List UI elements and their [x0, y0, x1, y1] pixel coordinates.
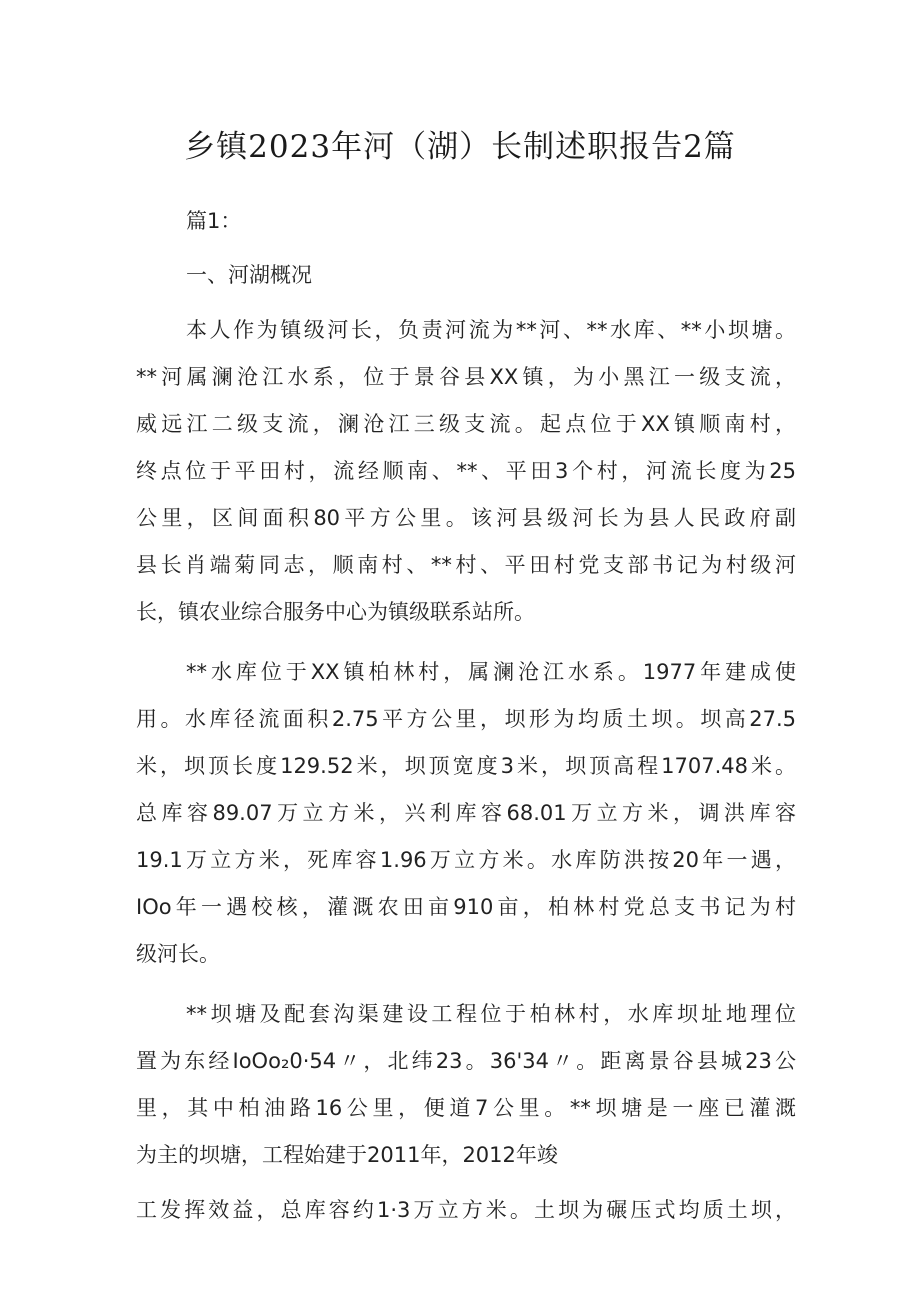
paragraph-line: 终点位于平田村，流经顺南、**、平田3个村，河流长度为25	[136, 459, 796, 483]
paragraph-line: 县长肖端菊同志，顺南村、**村、平田村党支部书记为村级河	[136, 553, 796, 577]
paragraph-line: **坝塘及配套沟渠建设工程位于柏林村，水库坝址地理位	[186, 1002, 796, 1026]
paragraph-line: 米，坝顶长度129.52米，坝顶宽度3米，坝顶高程1707.48米。	[136, 754, 796, 778]
paragraph-line: 工发挥效益，总库容约1·3万立方米。土坝为碾压式均质土坝，	[136, 1198, 796, 1222]
paragraph-line: 级河长。	[136, 942, 220, 966]
paragraph-line: 威远江二级支流，澜沧江三级支流。起点位于XX镇顺南村，	[136, 412, 796, 436]
paragraph-line: 本人作为镇级河长，负责河流为**河、**水库、**小坝塘。	[186, 318, 796, 342]
paragraph-line: IOo年一遇校核，灌溉农田亩910亩，柏林村党总支书记为村	[136, 895, 796, 919]
paragraph-line: 为主的坝塘，工程始建于2011年，2012年竣	[136, 1143, 558, 1167]
paragraph-line: 置为东经IoOo₂0·54〃，北纬23。36'34〃。距离景谷县城23公	[136, 1049, 796, 1073]
paragraph-line: 用。水库径流面积2.75平方公里，坝形为均质土坝。坝高27.5	[136, 707, 796, 731]
paragraph-line: **河属澜沧江水系，位于景谷县XX镇，为小黑江一级支流，	[136, 365, 796, 389]
paragraph-line: **水库位于XX镇柏林村，属澜沧江水系。1977年建成使	[186, 660, 796, 684]
paragraph-line: 里，其中柏油路16公里，便道7公里。**坝塘是一座已灌溉	[136, 1096, 796, 1120]
paragraph-line: 总库容89.07万立方米，兴利库容68.01万立方米，调洪库容	[136, 801, 796, 825]
paragraph-line: 公里，区间面积80平方公里。该河县级河长为县人民政府副	[136, 506, 796, 530]
paragraph-line: 19.1万立方米，死库容1.96万立方米。水库防洪按20年一遇，	[136, 848, 796, 872]
section-heading: 一、河湖概况	[186, 263, 312, 287]
section-label: 篇1：	[186, 209, 242, 233]
document-title: 乡镇2023年河（湖）长制述职报告2篇	[184, 129, 736, 165]
paragraph-line: 长，镇农业综合服务中心为镇级联系站所。	[136, 600, 535, 624]
